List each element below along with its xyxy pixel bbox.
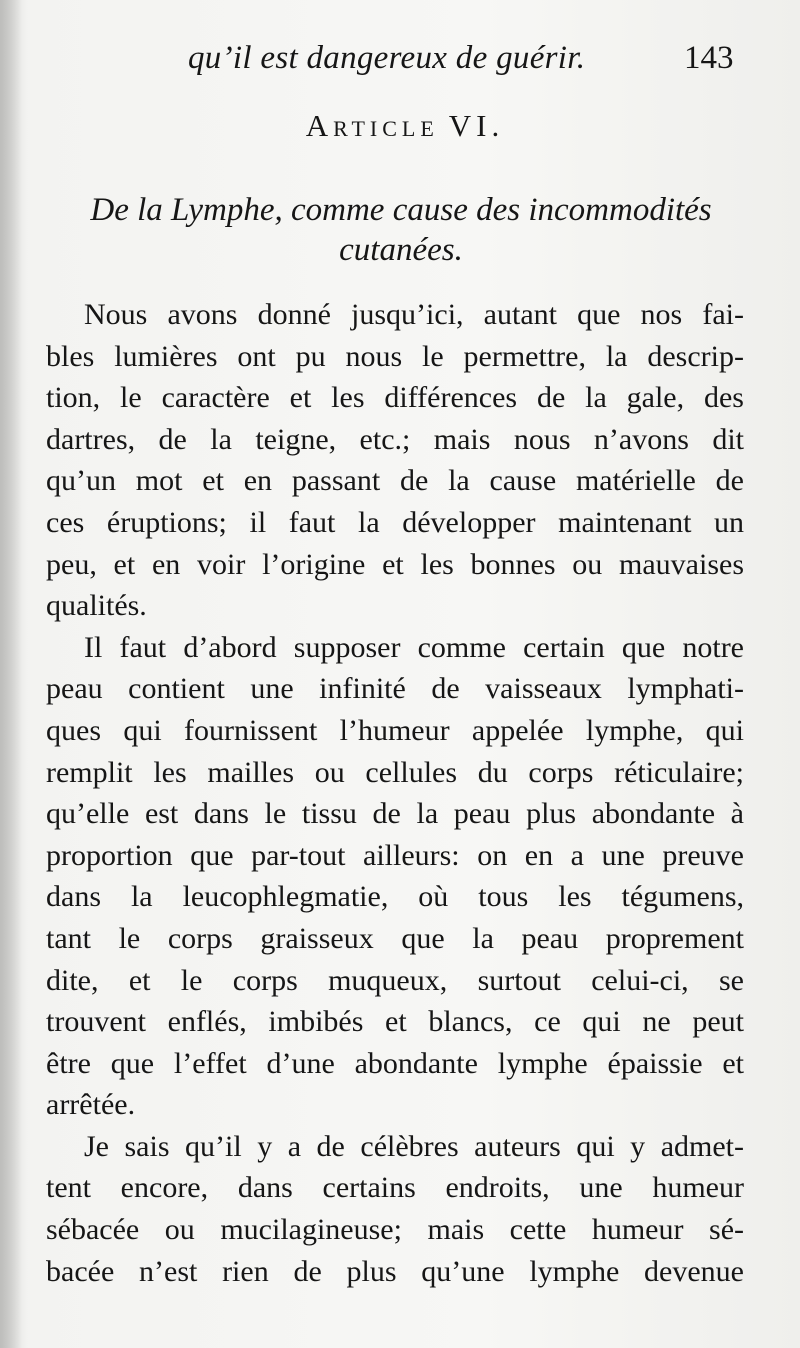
text-line: tant le corps graisseux que la peau proprement — [46, 921, 744, 955]
text-line: qu’elle est dans le tissu de la peau plus abondante à — [46, 797, 744, 831]
text-line: peu, et en voir l’origine et les bonnes ou mauvaises — [46, 547, 744, 581]
page-number: 143 — [684, 40, 734, 76]
text-line: remplit les mailles ou cellules du corps réticulaire; — [46, 755, 744, 789]
text-line: bles lumières ont pu nous le permettre, la descrip- — [46, 339, 744, 373]
body-text — [46, 294, 744, 1292]
text-line: être que l’effet d’une abondante lymphe épaissie et — [46, 1046, 744, 1080]
text-line: dite, et le corps muqueux, surtout celui-ci, se — [46, 963, 744, 997]
text-line: sébacée ou mucilagineuse; mais cette humeur sé- — [46, 1213, 744, 1247]
running-title: qu’il est dangereux de guérir. — [188, 40, 586, 76]
text-line: dans la leucophlegmatie, où tous les tégumens, — [46, 880, 744, 914]
text-line: dartres, de la teigne, etc.; mais nous n’avons dit — [46, 422, 744, 456]
article-heading — [0, 108, 800, 144]
text-line: ces éruptions; il faut la développer maintenant un — [46, 505, 744, 539]
text-line: Nous avons donné jusqu’ici, autant que nos fai- — [84, 298, 744, 331]
text-line: Il faut d’abord supposer comme certain que notre — [84, 630, 744, 664]
running-head — [0, 40, 800, 90]
text-line: Je sais qu’il y a de célèbres auteurs qui y admet- — [84, 1129, 744, 1163]
text-line: bacée n’est rien de plus qu’une lymphe devenue — [46, 1254, 744, 1288]
section-title — [46, 190, 756, 270]
text-line: qu’un mot et en passant de la cause matérielle de — [46, 464, 744, 498]
section-title-line: cutanées. — [339, 232, 463, 268]
text-line: tion, le caractère et les différences de la gale, des — [46, 381, 744, 415]
text-line: peau contient une infinité de vaisseaux lymphati- — [46, 672, 744, 706]
article-numeral: VI. — [448, 108, 505, 143]
text-line: trouvent enflés, imbibés et blancs, ce qui ne peut — [46, 1005, 744, 1039]
text-line: qualités. — [46, 589, 147, 623]
section-title-line: De la Lymphe, comme cause des incommodités — [90, 192, 712, 228]
text-line: arrêtée. — [46, 1088, 136, 1122]
text-line: tent encore, dans certains endroits, une humeur — [46, 1171, 744, 1205]
text-line: ques qui fournissent l’humeur appelée lymphe, qui — [46, 713, 744, 747]
text-line: proportion que par-tout ailleurs: on en a une preuve — [46, 838, 744, 872]
article-label: Article — [305, 108, 439, 143]
